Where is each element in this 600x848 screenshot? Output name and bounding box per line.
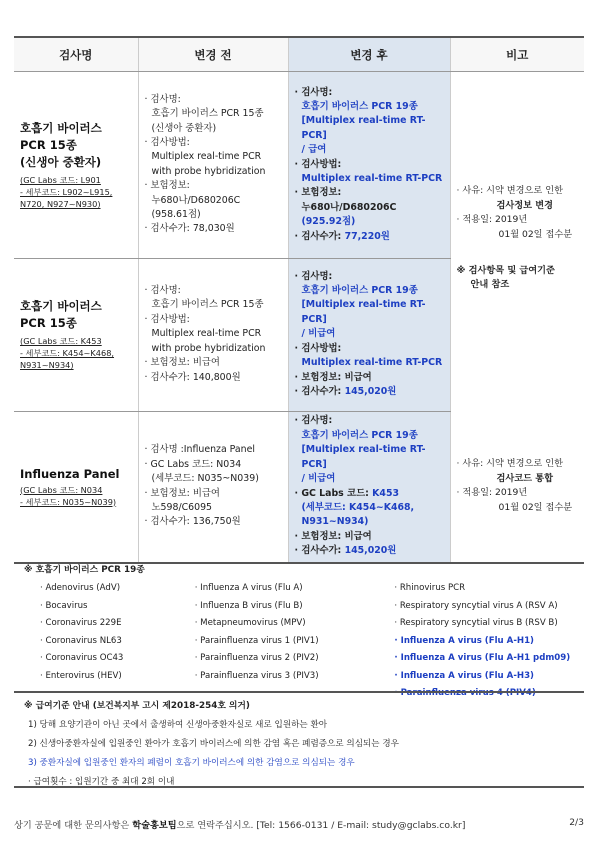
after-line (295, 544, 444, 558)
test-name-cell (14, 411, 138, 563)
footer-team: 학술홍보팀 (132, 820, 177, 831)
test-code: - 세부코드: L902~L915, (20, 186, 113, 197)
after-line: · 보험정보: 비급여 (294, 371, 372, 383)
before-line: · 검사방법: (144, 313, 190, 325)
table-row (14, 258, 584, 411)
before-cell (138, 72, 288, 259)
before-line: 노598/C6095 (151, 501, 213, 513)
before-line: · 검사명 :Influenza Panel (144, 444, 255, 456)
virus-list-section (14, 562, 584, 703)
before-line: 누680나/D680206C (151, 194, 241, 206)
note-line: 01월 02일 접수분 (498, 501, 573, 513)
before-cell (138, 258, 288, 411)
after-line: 호흡기 바이러스 PCR 19종 (301, 100, 418, 112)
after-line: · 검사방법: (294, 158, 342, 170)
test-code: N931~N934) (20, 360, 74, 370)
virus-item: · Parainfluenza virus 1 (PIV1) (194, 635, 319, 646)
test-code: (GC Labs 코드: L901 (20, 174, 101, 185)
after-line: Multiplex real-time RT-PCR (301, 172, 443, 184)
virus-column (394, 580, 584, 703)
note-reference: ※ 검사항목 및 급여기준 (456, 265, 555, 276)
after-cell (288, 72, 450, 259)
virus-column (14, 580, 195, 703)
before-line: with probe hybridization (151, 165, 266, 177)
section-divider (14, 786, 584, 788)
header-note: 비고 (450, 37, 584, 72)
after-line: / 비급여 (301, 328, 336, 340)
before-line: 호흡기 바이러스 PCR 15종 (151, 108, 264, 120)
note-line: 검사코드 통합 (496, 472, 553, 484)
after-line: · 보험정보: 비급여 (294, 530, 372, 542)
test-code: N720, N927~N930) (20, 198, 101, 209)
virus-item: · Coronavirus OC43 (40, 653, 124, 663)
after-line: 누680나/D680206C (301, 201, 397, 213)
after-line: [Multiplex real-time RT-PCR] (301, 444, 426, 470)
page-number: 2/3 (569, 817, 584, 828)
test-code: - 세부코드: K454~K468, (20, 348, 115, 358)
virus-item-new: · Parainfluenza virus 4 (PIV4) (394, 688, 536, 698)
fee-value: 145,020원 (344, 545, 397, 557)
after-line: [Multiplex real-time RT-PCR] (301, 115, 426, 141)
virus-item-new: · Influenza A virus (Flu A-H3) (394, 670, 534, 681)
virus-item-new: · Influenza A virus (Flu A-H1 pdm09) (394, 653, 571, 663)
header-before: 변경 전 (138, 37, 288, 72)
test-name: 호흡기 바이러스 (20, 120, 102, 135)
virus-item: · Influenza B virus (Flu B) (194, 600, 303, 611)
after-line (295, 385, 444, 399)
virus-item: · Respiratory syncytial virus A (RSV A) (394, 600, 558, 611)
test-name: PCR 15종 (20, 316, 77, 330)
before-line: · 검사방법: (144, 136, 190, 148)
before-line: · GC Labs 코드: N034 (144, 458, 242, 470)
before-line: (세부코드: N035~N039) (151, 473, 259, 485)
virus-item: · Metapneumovirus (MPV) (194, 618, 306, 628)
test-change-table (14, 36, 584, 564)
test-name: PCR 15종 (20, 137, 77, 152)
footer-text: 상기 공문에 대한 문의사항은 (14, 820, 133, 831)
virus-item: · Rhinovirus PCR (394, 583, 466, 593)
coverage-criteria-title: ※ 급여기준 안내 (보건복지부 고시 제2018-254호 의거) (24, 701, 250, 711)
virus-column (195, 580, 395, 703)
fee-label: · 검사수가: (294, 230, 345, 242)
before-line: (신생아 중환자) (151, 122, 217, 134)
note-line: 검사정보 변경 (496, 199, 553, 211)
fee-value: 145,020원 (344, 385, 397, 397)
table-row (14, 411, 584, 563)
virus-item: · Parainfluenza virus 2 (PIV2) (194, 653, 319, 663)
criteria-item: 1) 당해 요양기관이 아닌 곳에서 출생하여 신생아중환자실로 새로 입원하는 환아 (28, 720, 328, 730)
criteria-frequency: · 급여횟수 : 입원기간 중 최대 2회 이내 (28, 777, 175, 787)
virus-item-new: · Influenza A virus (Flu A-H1) (394, 635, 534, 646)
virus-item: · Respiratory syncytial virus B (RSV B) (394, 618, 558, 628)
test-name: Influenza Panel (20, 466, 120, 481)
before-cell (138, 411, 288, 563)
virus-item: · Bocavirus (40, 600, 88, 611)
test-name: 호흡기 바이러스 (20, 299, 102, 313)
test-code: (GC Labs 코드: N034 (20, 484, 103, 495)
after-line: (세부코드: K454~K468, (301, 501, 415, 513)
before-line: · 검사수가: 78,030원 (144, 223, 235, 235)
after-line: (925.92점) (301, 216, 356, 228)
footer-contact (14, 817, 584, 831)
before-line: (958.61점) (151, 208, 201, 220)
before-line: · 보험정보: 비급여 (144, 487, 220, 499)
test-code: (GC Labs 코드: K453 (20, 336, 102, 346)
before-line: · 검사수가: 136,750원 (144, 516, 241, 528)
note-cell (450, 411, 584, 563)
note-line: · 적용일: 2019년 (456, 487, 528, 499)
criteria-item: 2) 신생아중환자실에 입원중인 환아가 호흡기 바이러스에 의한 감염 혹은 폐렴증으로 의심되는 경우 (28, 739, 399, 749)
before-line: 호흡기 바이러스 PCR 15종 (151, 299, 264, 311)
before-line: · 보험정보: 비급여 (144, 357, 220, 369)
fee-label: · 검사수가: (294, 545, 345, 557)
after-cell (288, 411, 450, 563)
coverage-criteria-section (14, 698, 584, 792)
note-line: · 적용일: 2019년 (456, 214, 528, 226)
after-line: 호흡기 바이러스 PCR 19종 (301, 429, 418, 441)
before-line: Multiplex real-time PCR (151, 328, 262, 340)
header-test-name: 검사명 (14, 37, 138, 72)
virus-list-title: ※ 호흡기 바이러스 PCR 19종 (24, 565, 145, 575)
note-cell (450, 258, 584, 411)
criteria-item: 3) 중환자실에 입원중인 환자의 폐렴이 호흡기 바이러스에 의한 감염으로 의심되는 경우 (28, 758, 355, 768)
after-line: 호흡기 바이러스 PCR 19종 (301, 285, 418, 297)
after-cell (288, 258, 450, 411)
table-row (14, 72, 584, 259)
virus-item: · Influenza A virus (Flu A) (194, 583, 303, 593)
virus-item: · Enterovirus (HEV) (40, 670, 122, 681)
note-line: · 사유: 시약 변경으로 인한 (456, 185, 563, 197)
header-after: 변경 후 (288, 37, 450, 72)
before-line: with probe hybridization (151, 342, 266, 354)
code-label: · GC Labs 코드: (294, 487, 373, 499)
after-line (295, 230, 444, 244)
virus-item: · Adenovirus (AdV) (40, 583, 121, 593)
after-line: · 검사방법: (294, 342, 342, 354)
test-name-cell (14, 72, 138, 259)
after-line: · 보험정보: (294, 187, 342, 199)
note-line: 01월 02일 접수분 (498, 228, 573, 240)
after-line: · 검사명: (294, 86, 333, 98)
footer-text: 으로 연락주십시오. [Tel: 1566-0131 / E-mail: study@gclabs.co.kr] (176, 820, 466, 831)
after-line: · 검사명: (294, 270, 333, 282)
before-line: Multiplex real-time PCR (151, 151, 262, 163)
note-reference: 안내 참조 (470, 279, 510, 291)
code-value: K453 (372, 487, 399, 499)
fee-label: · 검사수가: (294, 385, 345, 397)
after-line: N931~N934) (301, 516, 369, 528)
after-line: / 비급여 (301, 473, 336, 485)
before-line: · 검사명: (144, 285, 181, 297)
fee-value: 77,220원 (344, 230, 390, 242)
test-code: - 세부코드: N035~N039) (20, 496, 117, 507)
before-line: · 검사수가: 140,800원 (144, 371, 241, 383)
before-line: · 검사명: (144, 93, 181, 105)
before-line: · 보험정보: (144, 180, 190, 192)
note-line: · 사유: 시약 변경으로 인한 (456, 458, 563, 470)
after-line (295, 487, 444, 501)
virus-item: · Parainfluenza virus 3 (PIV3) (194, 670, 319, 681)
virus-item: · Coronavirus NL63 (40, 635, 122, 646)
note-cell (450, 72, 584, 259)
test-name: (신생아 중환자) (20, 154, 102, 169)
test-name-cell (14, 258, 138, 411)
after-line: / 급여 (301, 144, 327, 156)
after-line: Multiplex real-time RT-PCR (301, 357, 443, 369)
section-divider (14, 691, 584, 693)
after-line: · 검사명: (294, 415, 333, 427)
virus-item: · Coronavirus 229E (40, 618, 122, 628)
after-line: [Multiplex real-time RT-PCR] (301, 299, 426, 325)
